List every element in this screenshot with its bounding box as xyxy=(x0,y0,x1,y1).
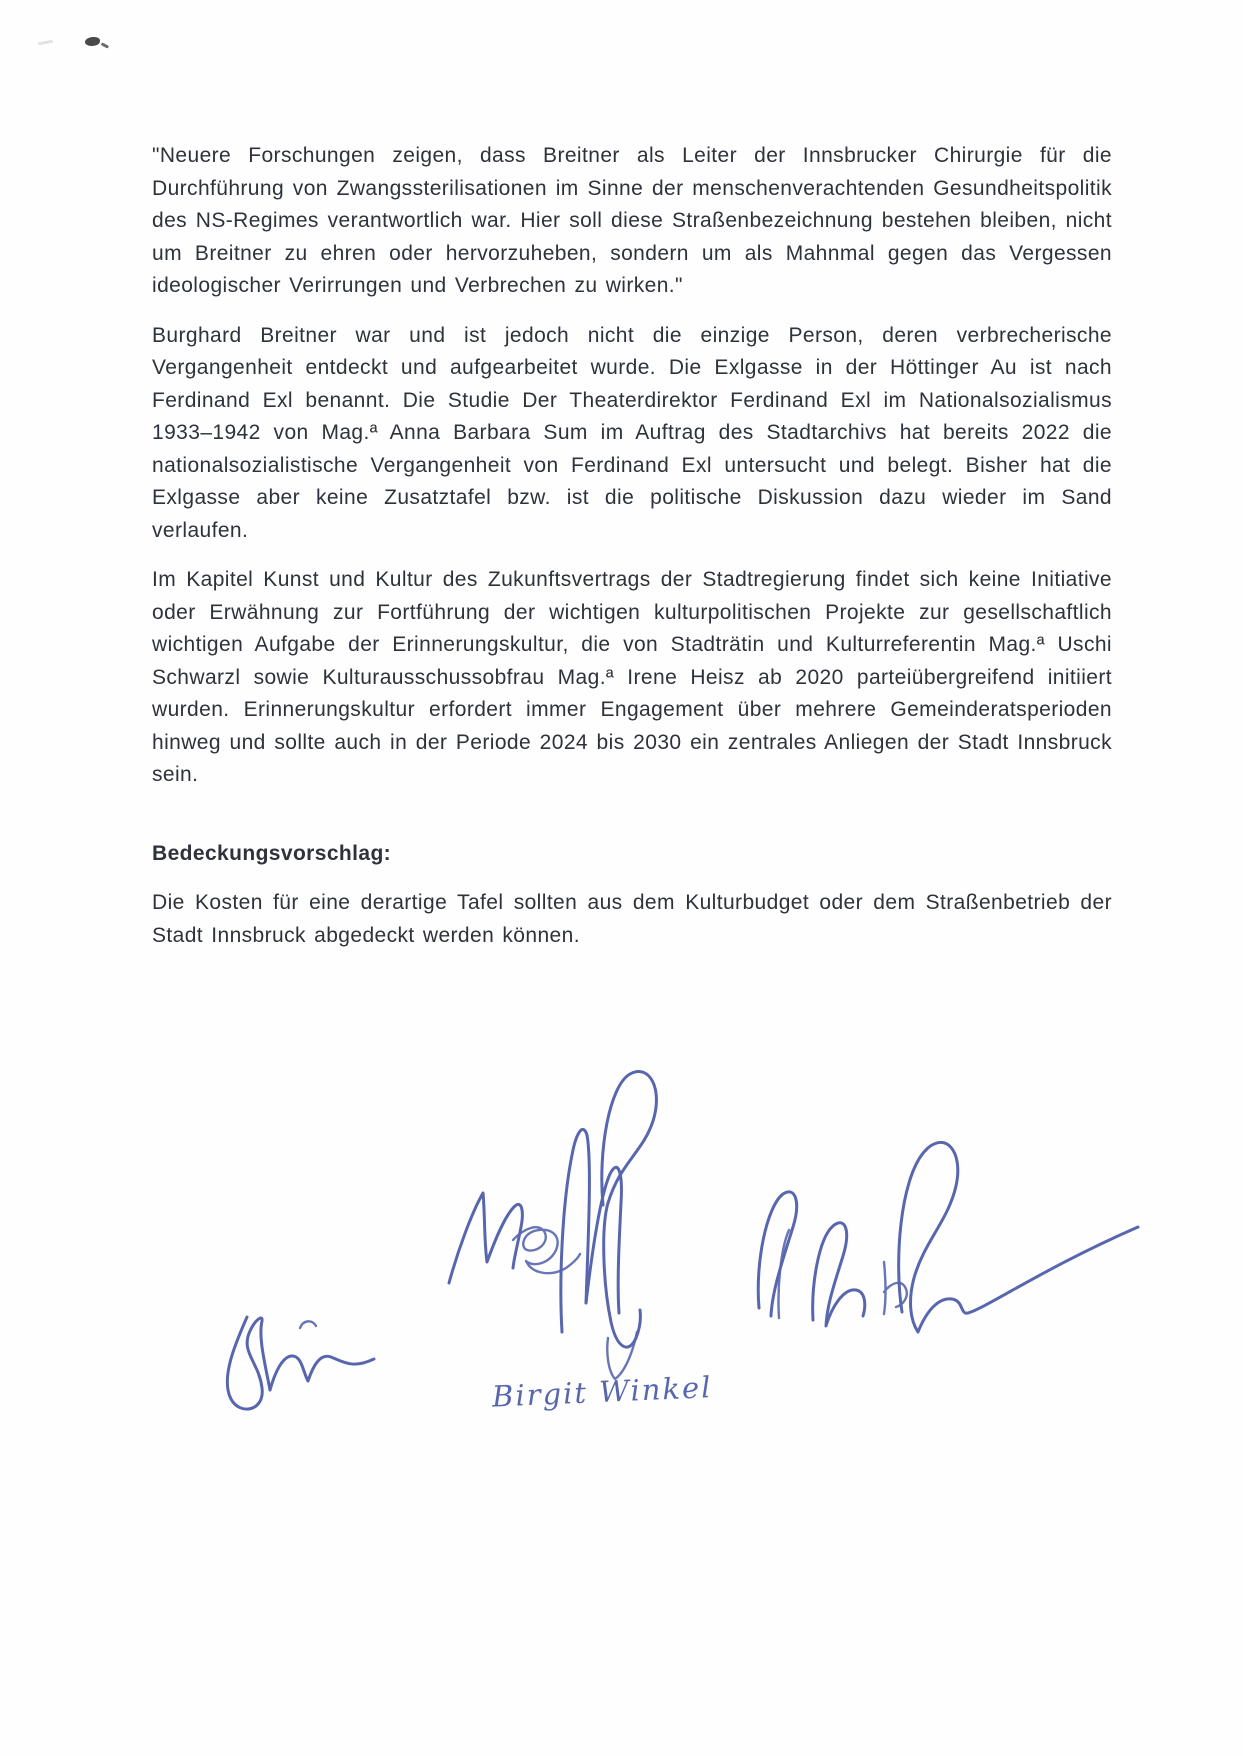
document-body xyxy=(152,140,1112,969)
scan-artifact-dash xyxy=(38,40,53,46)
handwritten-signature-name: Birgit Winkel xyxy=(491,1370,714,1414)
scan-artifact-smudge xyxy=(85,37,100,46)
paragraph-quote: "Neuere Forschungen zeigen, dass Breitner als Leiter der Innsbrucker Chirurgie für die Durchführung von Zwangssterilisationen im Sinne der menschenverachtenden Gesundheitspolitik des NS-Regimes verantwortlich war. Hier soll diese Straßenbezeichnung bestehen bleiben, nicht um Breitner zu ehren oder hervorzuheben, sondern um als Mahnmal gegen das Vergessen ideologischer Verirrungen und Verbrechen zu wirken." xyxy=(152,144,1112,297)
signature-ink-middle xyxy=(561,1071,657,1379)
signature-ink-right xyxy=(758,1142,1138,1332)
paragraph-kosten: Die Kosten für eine derartige Tafel sollten aus dem Kulturbudget oder dem Straßenbetrieb der Stadt Innsbruck abgedeckt werden können. xyxy=(152,891,1112,947)
paragraph-breitner-exl: Burghard Breitner war und ist jedoch nicht die einzige Person, deren verbrecherische Vergangenheit entdeckt und aufgearbeitet wurde. Die Exlgasse in der Höttinger Au ist nach Ferdinand Exl benannt. Die Studie Der Theaterdirektor Ferdinand Exl im Nationalsozialismus 1933–1942 von Mag.ª Anna Barbara Sum im Auftrag des Stadtarchivs hat bereits 2022 die nationalsozialistische Vergangenheit von Ferdinand Exl untersucht und belegt. Bisher hat die Exlgasse aber keine Zusatztafel bzw. ist die politische Diskussion dazu wieder im Sand verlaufen. xyxy=(152,323,1112,542)
signature-ink-center-left xyxy=(449,1193,580,1283)
scan-artifact-tick xyxy=(101,42,109,48)
heading-bedeckungsvorschlag: Bedeckungsvorschlag: xyxy=(152,841,392,865)
paragraph-erinnerungskultur: Im Kapitel Kunst und Kultur des Zukunftsvertrags der Stadtregierung findet sich keine Initiative oder Erwähnung zur Fortführung der wichtigen kulturpolitischen Projekte zur gesellschaftlich wichtigen Aufgabe der Erinnerungskultur, die von Stadträtin und Kulturreferentin Mag.ª Uschi Schwarzl sowie Kulturausschussobfrau Mag.ª Irene Heisz ab 2020 parteiübergreifend initiiert wurden. Erinnerungskultur erfordert immer Engagement über mehrere Gemeinderatsperioden hinweg und sollte auch in der Periode 2024 bis 2030 ein zentrales Anliegen der Stadt Innsbruck sein. xyxy=(152,568,1112,786)
signature-ink-left xyxy=(227,1317,374,1409)
